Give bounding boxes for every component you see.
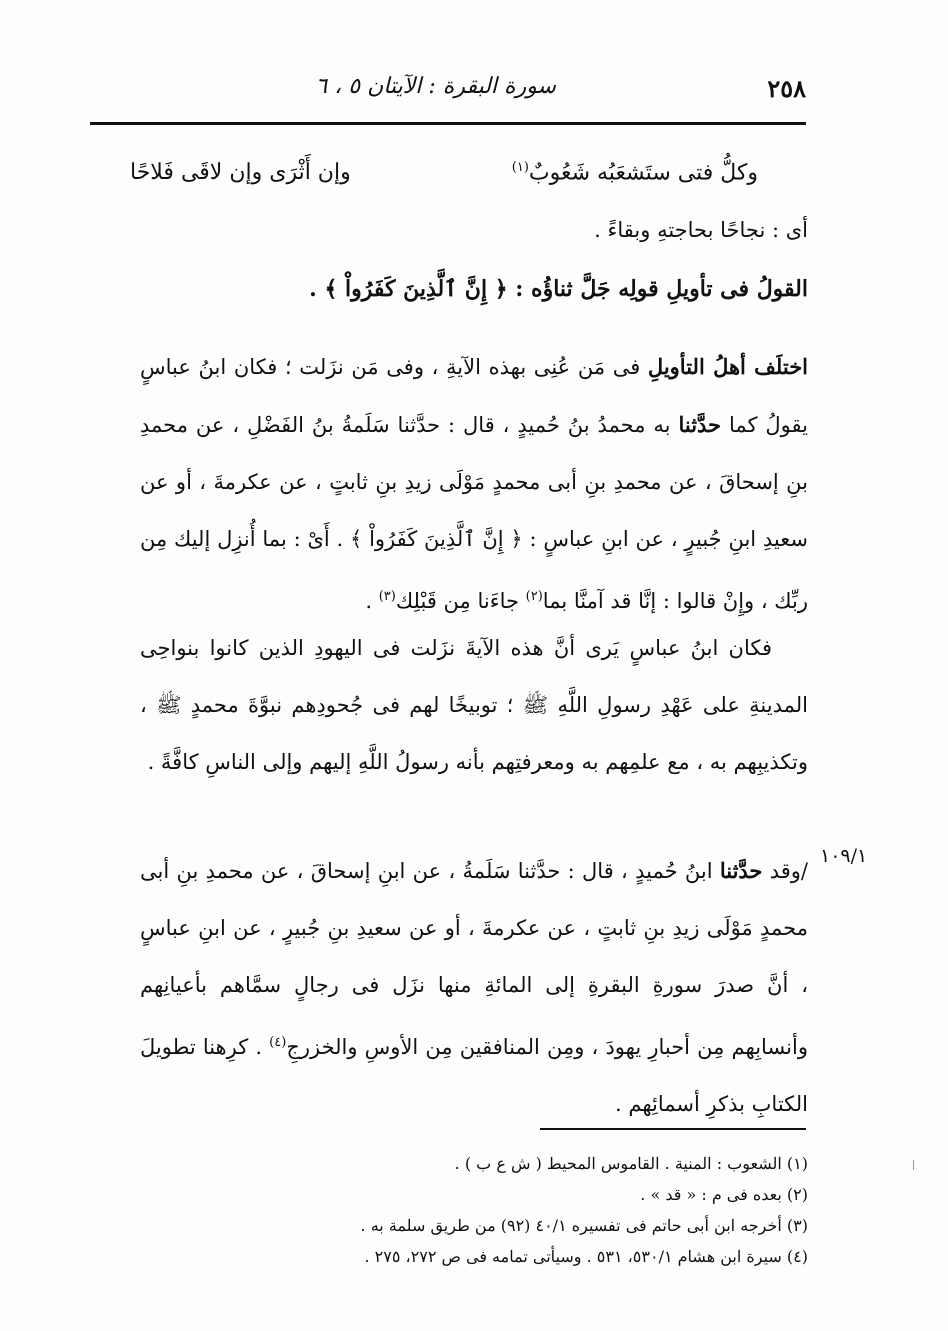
scan-mark [913,1160,914,1170]
narration-term: حدَّثنا [719,858,763,883]
paragraph-text: فى مَن عُنِى بهذه الآيةِ ، وفى مَن نزَلت ؛ فكان ابنُ عباسٍ يقولُ كما [140,355,809,437]
footnote-1: (١) الشعوب : المنية . القاموس المحيط ( ش ع ب ) . [454,1154,808,1173]
paragraph-text: جاءَنا مِن قَبْلِك [395,589,526,613]
paragraph-text: به محمدُ بنُ حُميدٍ ، قال : حدَّثنا سَلَمةُ بنُ الفَضْلِ ، عن محمدِ بنِ إسحاقَ ، عن محمدِ بنِ أبى محمدٍ مَوْلَى زيدِ بنِ ثابتٍ ، عن عكرمةَ ، أو عن سعيدِ ابنِ جُبيرٍ ، عن ابنِ عباسٍ : ﴿ إِنَّ ٱلَّذِينَ كَفَرُواْ ﴾ . أَىْ : بما أُنزِل إليك مِن ربِّك ، وإِنْ قالوا : إنَّا قد آمنَّا بما [140,413,808,613]
footnote-ref-1[interactable]: (١) [511,160,529,175]
narration-term: حدَّثنا [678,412,722,437]
poem-right-hemistich [512,160,758,185]
footnotes [140,1148,808,1272]
verse-gloss: أى : نجاحًا بحاجتهِ وبقاءً . [594,218,808,242]
paragraph-2: فكان ابنُ عباسٍ يَرى أنَّ هذه الآيةَ نزَلت فى اليهودِ الذين كانوا بنواحِى المدينةِ على عَهْدِ رسولِ اللَّهِ ﷺ ؛ توبيخًا لهم فى جُحودِهم نبوَّةَ محمدٍ ﷺ ، وتكذيبِهم به ، مع علمِهم به ومعرفتِهم بأنه رسولُ اللَّهِ إليهم وإلى الناسِ كافَّةً . [140,636,808,774]
footnote-4: (٤) سيرة ابن هشام ٥٣٠/١، ٥٣١ . وسيأتى تمامه فى ص ٢٧٢، ٢٧٥ . [364,1247,808,1266]
paragraph-text: . [365,589,379,613]
footnote-2: (٢) بعده فى م : « قد » . [640,1185,808,1204]
hemistich-text: وكلُّ فتى ستَشعَبُه شَعُوبٌ [528,160,758,186]
footnote-ref-4[interactable]: (٤) [269,1035,287,1050]
paragraph-text: /وقد [762,859,808,883]
footnote-ref-3[interactable]: (٣) [378,589,396,604]
paragraph-lead: اختلَف أهلُ التأويلِ [647,354,809,379]
page-header [90,70,806,110]
footnote-3: (٣) أخرجه ابن أبى حاتم فى تفسيره ٤٠/١ (٩٢) من طريق سلمة به . [360,1216,808,1235]
paragraph-text: ابنُ حُميدٍ ، قال : حدَّثنا سَلَمةُ ، عن ابنِ إسحاقَ ، عن محمدِ بنِ أبى محمدٍ مَوْلَى زيدِ بنِ ثابتٍ ، عن عكرمةَ ، أو عن سعيدِ بنِ جُبيرٍ ، عن ابنِ عباسٍ ، أنَّ صدرَ سورةِ البقرةِ إلى المائةِ منها نزَل فى رجالٍ سمَّاهم بأعيانِهم وأنسابِهم مِن أحبارِ يهودَ ، ومِن المنافقين مِن الأوسِ والخزرجِ [140,859,808,1059]
running-title: سورة البقرة : الآيتان ٥ ، ٦ [315,74,556,99]
section-heading: القولُ فى تأويلِ قولِه جَلَّ ثناؤُه : ﴿ إِنَّ ٱلَّذِينَ كَفَرُواْ ﴾ . [309,276,808,302]
page-number: ٢٥٨ [767,74,806,103]
paragraph-1 [140,338,808,630]
header-divider [90,122,806,125]
poem-left-hemistich: وإن أَثْرَى وإن لاقَى فَلاحًا [130,160,351,185]
footnote-divider [540,1128,806,1130]
poem-verse [130,150,758,200]
paragraph-3 [140,842,808,1133]
margin-volume-page-note: ١٠٩/١ [820,845,868,867]
paragraph-text: . كرِهنا تطويلَ الكتابِ بذكرِ أسمائِهم . [140,1035,808,1116]
footnote-ref-2[interactable]: (٢) [525,589,543,604]
